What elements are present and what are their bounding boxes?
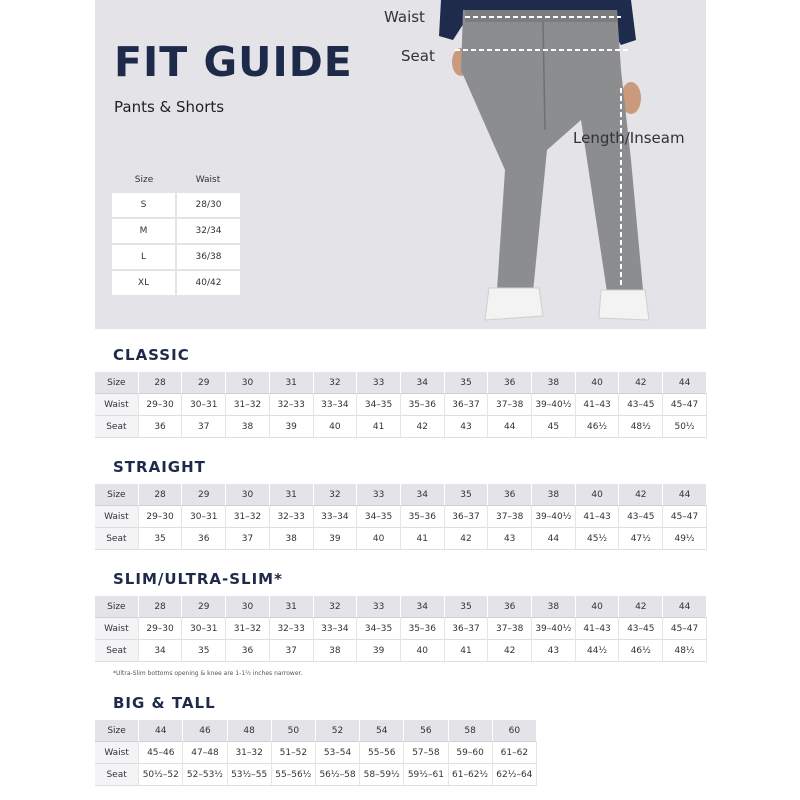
table-cell: 36 (139, 416, 183, 438)
table-cell: 34 (139, 640, 183, 662)
size-header-row (95, 596, 707, 618)
table-cell: 45–47 (663, 506, 707, 528)
table-cell: 51–52 (272, 742, 316, 764)
size-cell: S (112, 192, 176, 218)
table-cell: 38 (270, 528, 314, 550)
table-cell: 40 (576, 484, 620, 506)
table-cell: 47–48 (183, 742, 227, 764)
table-cell: 60 (493, 720, 537, 742)
size-header: Size (112, 168, 176, 192)
table-cell: 61–62½ (449, 764, 493, 786)
table-cell: 42 (401, 416, 445, 438)
table-cell: 41 (357, 416, 401, 438)
table-cell: 40 (401, 640, 445, 662)
table-cell: 35 (445, 484, 489, 506)
table-cell: 35–36 (401, 618, 445, 640)
size-waist-row (112, 192, 240, 218)
table-cell: 38 (226, 416, 270, 438)
table-cell: 55–56½ (272, 764, 316, 786)
size-cell: L (112, 244, 176, 270)
table-cell: 33–34 (314, 394, 358, 416)
seat-row (95, 528, 707, 550)
table-cell: 59½–61 (404, 764, 448, 786)
size-waist-row (112, 270, 240, 295)
page-subtitle: Pants & Shorts (114, 98, 225, 116)
table-cell: 34 (401, 372, 445, 394)
table-cell: 50 (272, 720, 316, 742)
table-cell: 55–56 (360, 742, 404, 764)
table-cell: 28 (139, 372, 183, 394)
table-cell: 38 (314, 640, 358, 662)
table-cell: 61–62 (493, 742, 537, 764)
table-cell: 34 (401, 484, 445, 506)
table-cell: 36 (226, 640, 270, 662)
table-cell: 35–36 (401, 394, 445, 416)
table-cell: 58 (449, 720, 493, 742)
waist-cell: 28/30 (176, 192, 240, 218)
straight-size-table (95, 484, 707, 550)
table-cell: 36 (488, 484, 532, 506)
table-cell: 36 (488, 372, 532, 394)
table-cell: 59–60 (449, 742, 493, 764)
table-cell: 41 (401, 528, 445, 550)
table-cell: 35 (139, 528, 183, 550)
table-cell: 40 (576, 596, 620, 618)
table-cell: 36 (182, 528, 226, 550)
slim-size-table (95, 596, 707, 662)
table-cell: 29 (182, 484, 226, 506)
waist-row (95, 742, 537, 764)
table-cell: 39 (357, 640, 401, 662)
table-cell: 40 (314, 416, 358, 438)
size-waist-row (112, 244, 240, 270)
table-cell: 46½ (576, 416, 620, 438)
table-cell: 30–31 (182, 394, 226, 416)
table-cell: 46½ (619, 640, 663, 662)
table-cell: 44 (663, 484, 707, 506)
classic-size-table (95, 372, 707, 438)
right-shoe (599, 290, 649, 320)
table-cell: 37–38 (488, 394, 532, 416)
table-cell: 45–46 (139, 742, 183, 764)
table-cell: 33 (357, 596, 401, 618)
table-cell: 38 (532, 596, 576, 618)
pants-shape (461, 10, 643, 292)
table-cell: 42 (619, 372, 663, 394)
table-cell: 34–35 (357, 618, 401, 640)
table-cell: 30 (226, 484, 270, 506)
table-cell: 43–45 (619, 618, 663, 640)
table-cell: 33 (357, 484, 401, 506)
size-waist-header-row (112, 168, 240, 192)
table-cell: 47½ (619, 528, 663, 550)
row-label: Waist (95, 506, 139, 528)
table-cell: 39 (314, 528, 358, 550)
table-cell: 33–34 (314, 618, 358, 640)
table-cell: 44 (532, 528, 576, 550)
table-cell: 43 (532, 640, 576, 662)
table-cell: 32–33 (270, 506, 314, 528)
size-cell: XL (112, 270, 176, 295)
table-cell: 49½ (663, 528, 707, 550)
size-header-row (95, 372, 707, 394)
waist-row (95, 506, 707, 528)
table-cell: 41–43 (576, 394, 620, 416)
table-cell: 33 (357, 372, 401, 394)
table-cell: 43 (445, 416, 489, 438)
table-cell: 32 (314, 372, 358, 394)
table-cell: 56½–58 (316, 764, 360, 786)
table-cell: 38 (532, 484, 576, 506)
table-cell: 35–36 (401, 506, 445, 528)
table-cell: 39–40½ (532, 618, 576, 640)
table-cell: 35 (445, 596, 489, 618)
table-cell: 37 (270, 640, 314, 662)
table-cell: 42 (619, 484, 663, 506)
table-cell: 44 (488, 416, 532, 438)
seat-row (95, 764, 537, 786)
size-waist-row (112, 218, 240, 244)
seat-row (95, 416, 707, 438)
table-cell: 46 (183, 720, 227, 742)
table-cell: 39 (270, 416, 314, 438)
table-cell: 53½–55 (228, 764, 272, 786)
table-cell: 31–32 (226, 506, 270, 528)
seat-label: Seat (401, 47, 435, 65)
table-cell: 32–33 (270, 394, 314, 416)
row-label: Seat (95, 764, 139, 786)
row-label: Seat (95, 416, 139, 438)
table-cell: 50½–52 (139, 764, 183, 786)
size-cell: M (112, 218, 176, 244)
table-cell: 30–31 (182, 618, 226, 640)
table-cell: 44½ (576, 640, 620, 662)
seat-row (95, 640, 707, 662)
table-cell: 39–40½ (532, 394, 576, 416)
section-title: CLASSIC (113, 346, 190, 364)
waist-label: Waist (384, 8, 425, 26)
fit-guide-hero (95, 0, 706, 329)
table-cell: 31 (270, 484, 314, 506)
section-title: BIG & TALL (113, 694, 216, 712)
table-cell: 41–43 (576, 506, 620, 528)
table-cell: 29 (182, 372, 226, 394)
row-label: Waist (95, 618, 139, 640)
row-label: Seat (95, 640, 139, 662)
table-cell: 41–43 (576, 618, 620, 640)
table-cell: 28 (139, 596, 183, 618)
table-cell: 34 (401, 596, 445, 618)
table-cell: 42 (488, 640, 532, 662)
table-cell: 58–59½ (360, 764, 404, 786)
size-header-row (95, 484, 707, 506)
table-cell: 31 (270, 596, 314, 618)
waist-header: Waist (176, 168, 240, 192)
table-cell: 31 (270, 372, 314, 394)
table-cell: 53–54 (316, 742, 360, 764)
row-label: Size (95, 720, 139, 742)
table-cell: 44 (139, 720, 183, 742)
table-cell: 37–38 (488, 618, 532, 640)
table-cell: 36 (488, 596, 532, 618)
table-cell: 29–30 (139, 394, 183, 416)
table-cell: 35 (445, 372, 489, 394)
table-cell: 33–34 (314, 506, 358, 528)
size-waist-table (112, 168, 240, 295)
table-cell: 42 (445, 528, 489, 550)
table-cell: 35 (182, 640, 226, 662)
table-cell: 48 (228, 720, 272, 742)
waist-row (95, 618, 707, 640)
table-cell: 31–32 (226, 394, 270, 416)
table-cell: 52–53½ (183, 764, 227, 786)
table-cell: 30–31 (182, 506, 226, 528)
row-label: Size (95, 484, 139, 506)
table-cell: 40 (576, 372, 620, 394)
waist-cell: 32/34 (176, 218, 240, 244)
length-inseam-label: Length/Inseam (573, 129, 685, 147)
table-cell: 45–47 (663, 394, 707, 416)
table-cell: 32 (314, 596, 358, 618)
table-cell: 38 (532, 372, 576, 394)
row-label: Size (95, 372, 139, 394)
table-cell: 36–37 (445, 618, 489, 640)
table-cell: 34–35 (357, 394, 401, 416)
table-cell: 42 (619, 596, 663, 618)
table-cell: 36–37 (445, 506, 489, 528)
section-title: STRAIGHT (113, 458, 206, 476)
table-cell: 40 (357, 528, 401, 550)
table-cell: 37 (226, 528, 270, 550)
table-cell: 43–45 (619, 506, 663, 528)
table-cell: 41 (445, 640, 489, 662)
table-cell: 28 (139, 484, 183, 506)
table-cell: 56 (404, 720, 448, 742)
table-cell: 54 (360, 720, 404, 742)
row-label: Seat (95, 528, 139, 550)
table-cell: 52 (316, 720, 360, 742)
section-title: SLIM/ULTRA-SLIM* (113, 570, 283, 588)
table-cell: 37 (182, 416, 226, 438)
table-cell: 39–40½ (532, 506, 576, 528)
size-header-row (95, 720, 537, 742)
waist-row (95, 394, 707, 416)
table-cell: 44 (663, 596, 707, 618)
table-cell: 62½–64 (493, 764, 537, 786)
table-cell: 32 (314, 484, 358, 506)
pants-illustration (421, 0, 651, 329)
table-cell: 45½ (576, 528, 620, 550)
table-cell: 30 (226, 596, 270, 618)
table-cell: 48½ (663, 640, 707, 662)
row-label: Waist (95, 742, 139, 764)
table-cell: 31–32 (226, 618, 270, 640)
table-cell: 44 (663, 372, 707, 394)
table-cell: 50½ (663, 416, 707, 438)
page-title: FIT GUIDE (114, 38, 353, 86)
table-cell: 45 (532, 416, 576, 438)
table-cell: 34–35 (357, 506, 401, 528)
waist-cell: 36/38 (176, 244, 240, 270)
table-cell: 48½ (619, 416, 663, 438)
table-cell: 43–45 (619, 394, 663, 416)
big-tall-size-table (95, 720, 537, 786)
slim-footnote: *Ultra-Slim bottoms opening & knee are 1-1½ inches narrower. (113, 670, 303, 677)
table-cell: 36–37 (445, 394, 489, 416)
table-cell: 29–30 (139, 618, 183, 640)
left-shoe (485, 288, 543, 320)
table-cell: 45–47 (663, 618, 707, 640)
table-cell: 30 (226, 372, 270, 394)
table-cell: 32–33 (270, 618, 314, 640)
row-label: Size (95, 596, 139, 618)
table-cell: 57–58 (404, 742, 448, 764)
table-cell: 29–30 (139, 506, 183, 528)
waist-cell: 40/42 (176, 270, 240, 295)
row-label: Waist (95, 394, 139, 416)
table-cell: 29 (182, 596, 226, 618)
table-cell: 37–38 (488, 506, 532, 528)
table-cell: 43 (488, 528, 532, 550)
table-cell: 31–32 (228, 742, 272, 764)
